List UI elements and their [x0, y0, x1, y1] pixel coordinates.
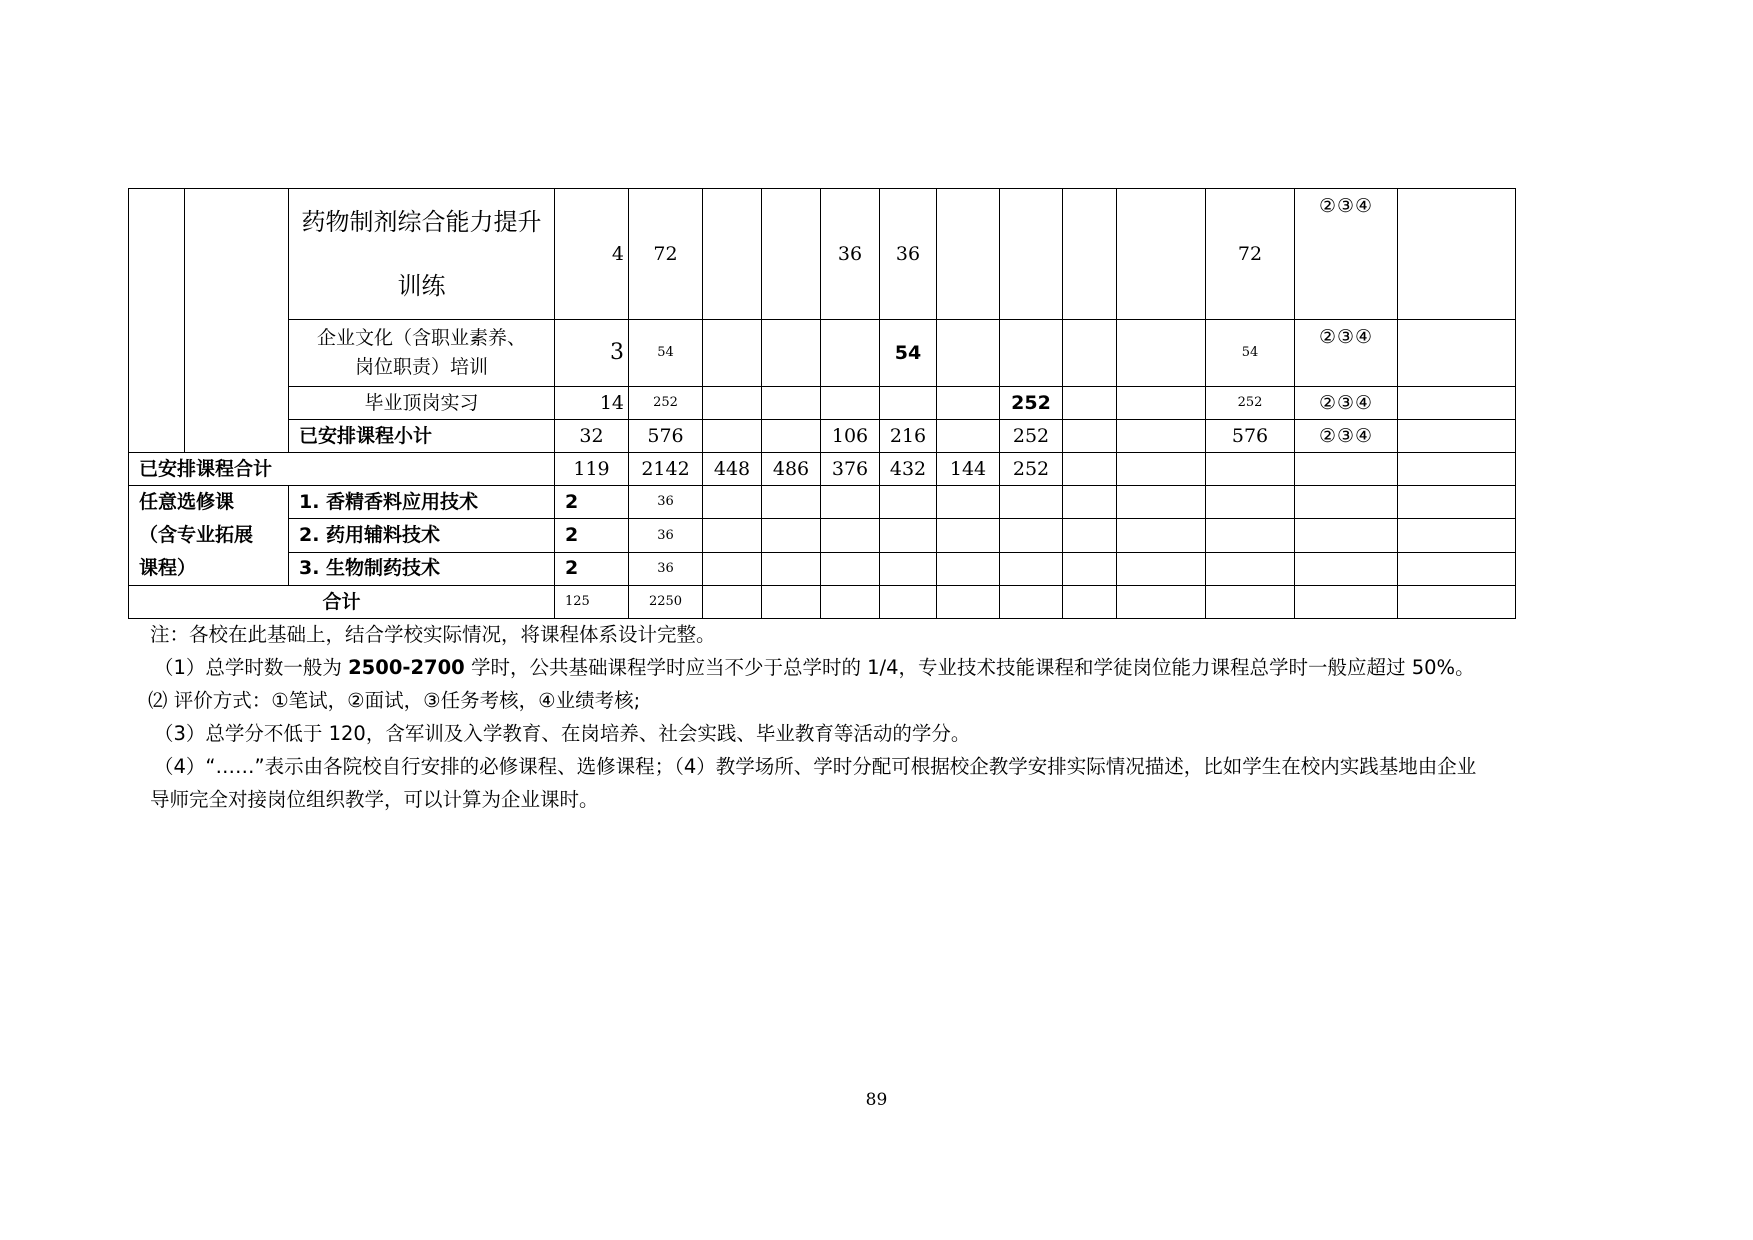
- elective-course-name: 2. 药用辅料技术: [289, 519, 555, 552]
- credit-cell: 14: [555, 387, 629, 420]
- table-row: [129, 420, 1516, 453]
- note-1: （1）总学时数一般为 2500-2700 学时，公共基础课程学时应当不少于总学时的 1/4，专业技术技能课程和学徒岗位能力课程总学时一般应超过 50%。: [154, 656, 1475, 679]
- hours-cell: 576: [629, 420, 703, 453]
- elective-course-name: 3. 生物制药技术: [289, 552, 555, 585]
- term-hours-cell: 36: [821, 189, 880, 320]
- table-row: [129, 189, 1516, 320]
- term-hours-cell: 376: [821, 453, 880, 486]
- enterprise-hours-cell: 72: [1206, 189, 1295, 320]
- note-4-line1: （4）“……”表示由各院校自行安排的必修课程、选修课程；（4）教学场所、学时分配可根据校企教学安排实际情况描述，比如学生在校内实践基地由企业: [154, 755, 1477, 778]
- course-name: 药物制剂综合能力提升训练: [289, 189, 555, 320]
- term-hours-cell: 54: [880, 320, 937, 387]
- credit-cell: 32: [555, 420, 629, 453]
- term-hours-cell: 252: [1000, 387, 1063, 420]
- elective-course-name: 1. 香精香料应用技术: [289, 486, 555, 519]
- hours-cell: 36: [629, 486, 703, 519]
- course-name: [289, 320, 555, 387]
- course-name: 毕业顶岗实习: [289, 387, 555, 420]
- credit-cell: 3: [555, 320, 629, 387]
- table-row: [129, 453, 1516, 486]
- elective-label: [129, 486, 289, 586]
- evaluation-cell: ②③④: [1295, 420, 1398, 453]
- evaluation-cell: ②③④: [1295, 189, 1398, 320]
- enterprise-hours-cell: 54: [1206, 320, 1295, 387]
- credit-cell: 2: [555, 519, 629, 552]
- table-row: [129, 387, 1516, 420]
- note-2: ⑵ 评价方式：①笔试，②面试，③任务考核，④业绩考核;: [148, 689, 641, 712]
- course-name-line: 企业文化（含职业素养、: [316, 327, 526, 350]
- table-row: [129, 586, 1516, 619]
- credit-cell: 4: [555, 189, 629, 320]
- term-hours-cell: 36: [880, 189, 937, 320]
- term-hours-cell: 106: [821, 420, 880, 453]
- enterprise-hours-cell: 576: [1206, 420, 1295, 453]
- hours-cell: 252: [629, 387, 703, 420]
- course-table: [128, 188, 1516, 619]
- course-name-line: 岗位职责）培训: [354, 356, 488, 378]
- table-row: [129, 320, 1516, 387]
- elective-label-line: 课程）: [139, 557, 197, 579]
- notes-section: [150, 618, 1630, 816]
- note-intro: 注：各校在此基础上，结合学校实际情况，将课程体系设计完整。: [150, 623, 716, 646]
- credit-cell: 2: [555, 486, 629, 519]
- table-row: [129, 552, 1516, 585]
- note-4-line2: 导师完全对接岗位组织教学，可以计算为企业课时。: [150, 788, 599, 811]
- credit-cell: 125: [555, 586, 629, 619]
- elective-label-line: （含专业拓展: [139, 524, 254, 546]
- evaluation-cell: ②③④: [1295, 320, 1398, 387]
- term-hours-cell: 252: [1000, 453, 1063, 486]
- hours-cell: 2142: [629, 453, 703, 486]
- subtotal-label: 已安排课程小计: [289, 420, 555, 453]
- elective-label-line: 任意选修课: [139, 491, 235, 513]
- evaluation-cell: ②③④: [1295, 387, 1398, 420]
- hours-cell: 54: [629, 320, 703, 387]
- table-row: [129, 486, 1516, 519]
- term-hours-cell: 432: [880, 453, 937, 486]
- term-hours-cell: 252: [1000, 420, 1063, 453]
- cell-subcategory-blank: [185, 189, 289, 453]
- grand-total-label: 合计: [129, 586, 555, 619]
- enterprise-hours-cell: 252: [1206, 387, 1295, 420]
- cell-category-blank: [129, 189, 185, 453]
- hours-cell: 2250: [629, 586, 703, 619]
- term-hours-cell: 448: [703, 453, 762, 486]
- hours-cell: 72: [629, 189, 703, 320]
- note-3: （3）总学分不低于 120，含军训及入学教育、在岗培养、社会实践、毕业教育等活动的学分。: [154, 722, 971, 745]
- table-row: [129, 519, 1516, 552]
- hours-cell: 36: [629, 519, 703, 552]
- credit-cell: 119: [555, 453, 629, 486]
- credit-cell: 2: [555, 552, 629, 585]
- term-hours-cell: 144: [937, 453, 1000, 486]
- hours-cell: 36: [629, 552, 703, 585]
- page-number: 89: [865, 1090, 888, 1110]
- total-label: 已安排课程合计: [129, 453, 555, 486]
- term-hours-cell: 216: [880, 420, 937, 453]
- term-hours-cell: 486: [762, 453, 821, 486]
